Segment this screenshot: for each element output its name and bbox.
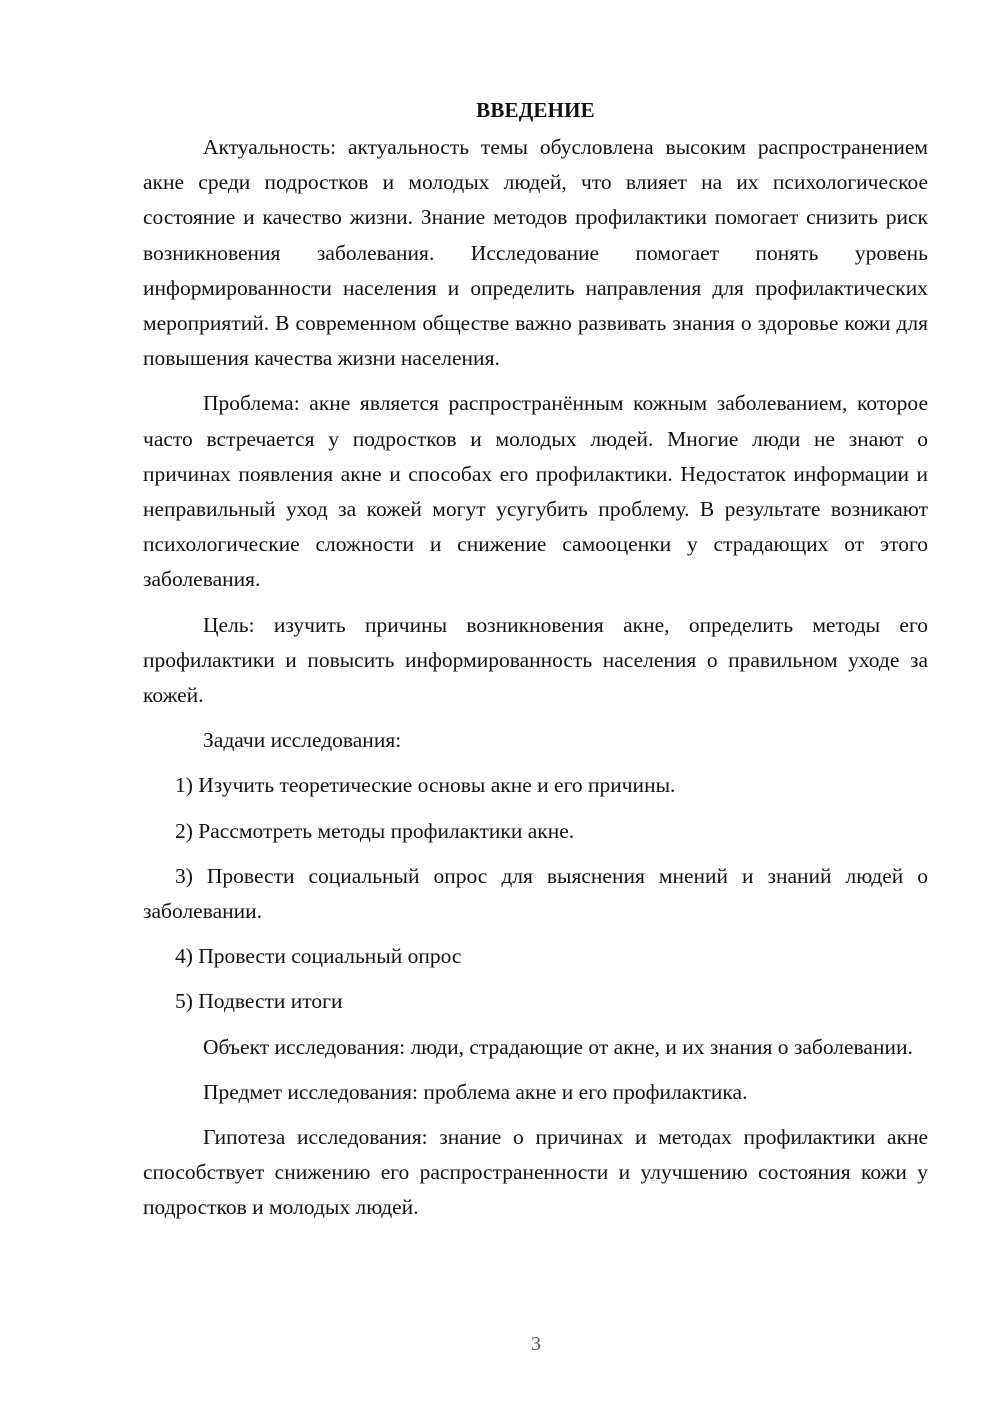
task-item-5: 5) Подвести итоги [175,989,343,1014]
page-title: ВВЕДЕНИЕ [476,98,595,122]
object-paragraph: Объект исследования: люди, страдающие от акне, и их знания о заболевании. [203,1034,913,1059]
task-item-3: 3) Провести социальный опрос для выяснения мнений и знаний людей о заболевании. [143,863,928,924]
relevance-paragraph: Актуальность: актуальность темы обусловлена высоким распространением акне среди подростков и молодых людей, что влияет на их психологическое состояние и качество жизни. Знание методов профилактики помогает снизить риск возникновения заболевания. Исследование помогает понять уровень информированности населения и определить направления для профилактических мероприятий. В современном обществе важно развивать знания о здоровье кожи для повышения качества жизни населения. [143,135,928,371]
task-item-4: 4) Провести социальный опрос [175,944,462,969]
tasks-list [143,768,928,1019]
page-number: 3 [531,1333,541,1355]
hypothesis-paragraph: Гипотеза исследования: знание о причинах и методах профилактики акне способствует снижению его распространенности и улучшению состояния кожи у подростков и молодых людей. [143,1125,928,1220]
tasks-heading: Задачи исследования: [203,728,402,753]
task-item-1: 1) Изучить теоретические основы акне и его причины. [175,773,676,798]
document-page [143,90,928,1226]
problem-paragraph: Проблема: акне является распространённым кожным заболеванием, которое часто встречается у подростков и молодых людей. Многие люди не знают о причинах появления акне и способах его профилактики. Недостаток информации и неправильный уход за кожей могут усугубить проблему. В результате возникают психологические сложности и снижение самооценки у страдающих от этого заболевания. [143,391,928,592]
subject-paragraph: Предмет исследования: проблема акне и его профилактика. [203,1079,748,1104]
goal-paragraph: Цель: изучить причины возникновения акне, определить методы его профилактики и повысить информированность населения о правильном уходе за кожей. [143,612,928,708]
task-item-2: 2) Рассмотреть методы профилактики акне. [175,818,575,843]
